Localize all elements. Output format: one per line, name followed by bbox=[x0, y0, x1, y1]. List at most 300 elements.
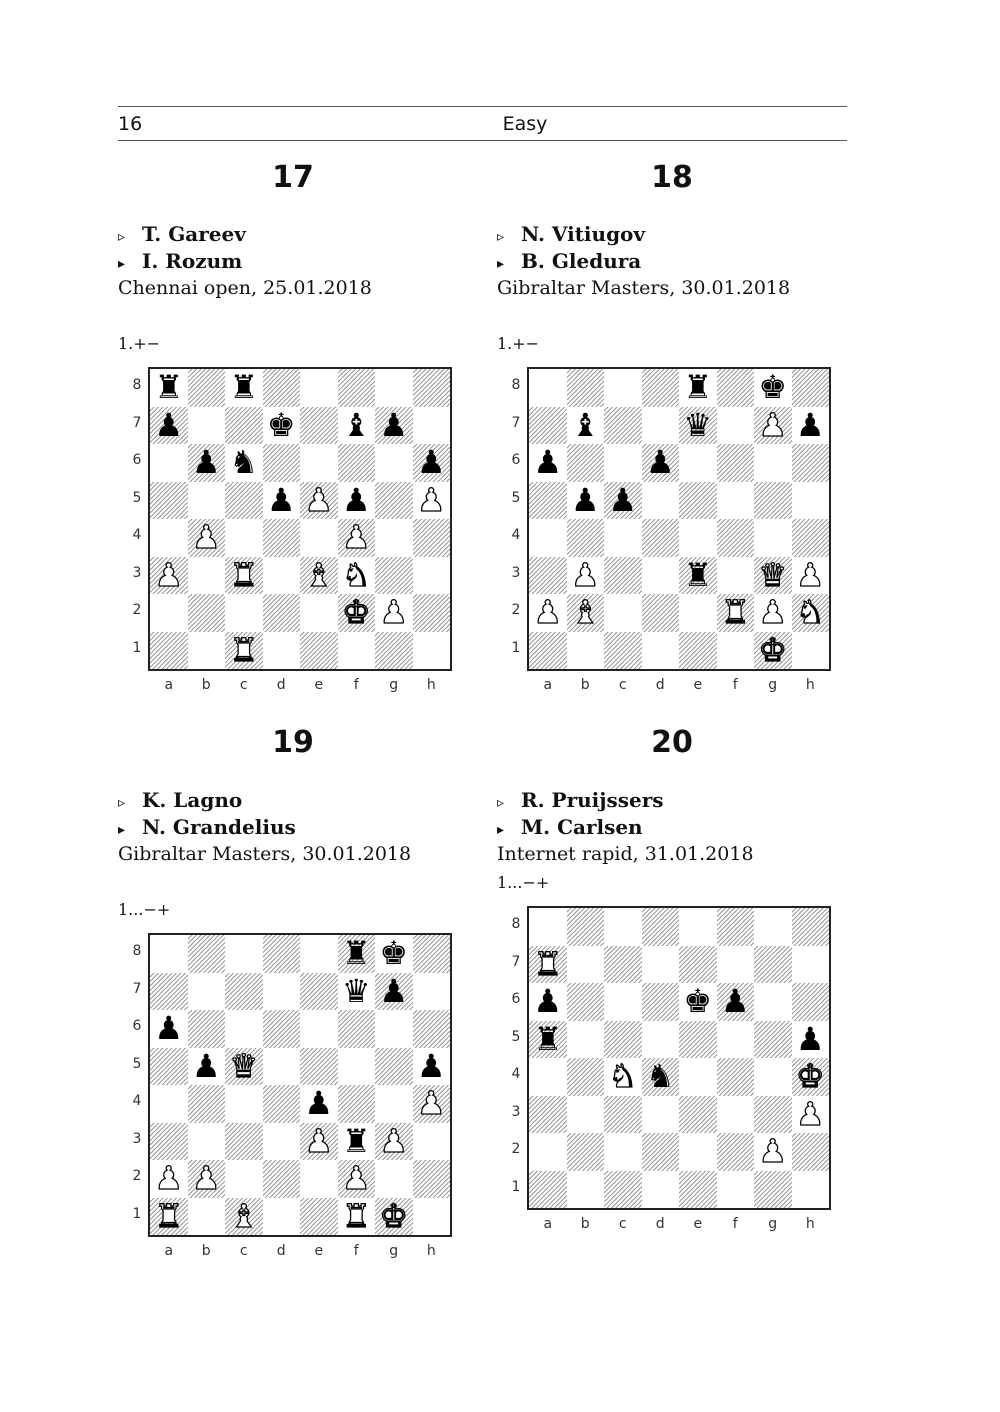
black-pawn-icon: ♟ bbox=[304, 1084, 334, 1122]
white-pawn-icon: ♟ bbox=[191, 518, 221, 556]
board-square-d8 bbox=[263, 369, 301, 407]
board-square-a8 bbox=[529, 369, 567, 407]
white-pawn-icon: ♟ bbox=[795, 1094, 825, 1133]
board-square-c2 bbox=[225, 1160, 263, 1198]
file-label: f bbox=[732, 677, 738, 693]
board-square-g4 bbox=[754, 519, 792, 557]
board-square-h1 bbox=[792, 632, 830, 670]
rank-label: 3 bbox=[511, 1103, 521, 1120]
board-square-e4 bbox=[300, 519, 338, 557]
board-square-a6 bbox=[150, 444, 188, 482]
board-square-d6 bbox=[263, 444, 301, 482]
board-square-a3 bbox=[529, 557, 567, 595]
page-number: 16 bbox=[118, 113, 143, 135]
white-king-icon: ♚ bbox=[341, 593, 371, 631]
board-square-c2 bbox=[225, 594, 263, 632]
board-square-e8 bbox=[679, 908, 717, 946]
board-square-b7 bbox=[188, 973, 226, 1011]
board-square-g5 bbox=[754, 1021, 792, 1059]
header-bottom-rule bbox=[118, 140, 847, 141]
white-pawn-icon: ♟ bbox=[379, 593, 409, 631]
black-player bbox=[497, 249, 641, 273]
board-square-b7 bbox=[567, 946, 605, 984]
board-square-b4 bbox=[567, 519, 605, 557]
file-label: f bbox=[353, 1243, 359, 1259]
board-square-a1 bbox=[150, 632, 188, 670]
board-square-d5 bbox=[642, 482, 680, 520]
board-square-f5 bbox=[717, 482, 755, 520]
rank-label: 7 bbox=[511, 414, 521, 431]
white-to-move-marker: ▹ bbox=[118, 795, 126, 811]
black-pawn-icon: ♟ bbox=[720, 982, 750, 1020]
chess-board bbox=[148, 367, 452, 671]
board-square-c7 bbox=[225, 973, 263, 1011]
white-player-name: T. Gareev bbox=[142, 222, 246, 246]
board-square-h7 bbox=[413, 407, 451, 445]
white-rook-icon: ♜ bbox=[720, 593, 750, 631]
board-square-c7 bbox=[604, 407, 642, 445]
board-square-c6 bbox=[225, 1010, 263, 1048]
white-king-icon: ♚ bbox=[379, 1196, 409, 1235]
file-label: e bbox=[314, 677, 324, 693]
file-label: h bbox=[805, 1216, 815, 1232]
board-square-e7 bbox=[679, 946, 717, 984]
board-square-d7 bbox=[263, 973, 301, 1011]
event-info: Gibraltar Masters, 30.01.2018 bbox=[497, 277, 791, 299]
board-square-e6 bbox=[300, 444, 338, 482]
white-rook-icon: ♜ bbox=[533, 944, 563, 983]
board-square-c4 bbox=[604, 519, 642, 557]
board-square-b7 bbox=[188, 407, 226, 445]
board-square-b8 bbox=[567, 908, 605, 946]
board-square-b4 bbox=[188, 1085, 226, 1123]
board-square-c8 bbox=[225, 935, 263, 973]
board-square-a7 bbox=[150, 973, 188, 1011]
board-square-g4 bbox=[754, 1058, 792, 1096]
board-square-f6 bbox=[717, 444, 755, 482]
rank-label: 2 bbox=[511, 1141, 521, 1157]
board-square-h2 bbox=[413, 1160, 451, 1198]
board-square-h2 bbox=[413, 594, 451, 632]
file-label: g bbox=[389, 677, 399, 693]
board-square-d5 bbox=[263, 1048, 301, 1086]
board-square-h3 bbox=[413, 1123, 451, 1161]
file-label: g bbox=[768, 677, 778, 693]
board-square-b2 bbox=[567, 1133, 605, 1171]
board-square-c3 bbox=[604, 557, 642, 595]
black-queen-icon: ♛ bbox=[341, 971, 371, 1010]
board-square-d4 bbox=[263, 519, 301, 557]
file-label: b bbox=[580, 677, 590, 693]
board-square-a5 bbox=[150, 482, 188, 520]
board-square-d2 bbox=[263, 1160, 301, 1198]
board-square-e4 bbox=[679, 519, 717, 557]
board-square-b2 bbox=[188, 594, 226, 632]
white-pawn-icon: ♟ bbox=[304, 1121, 334, 1160]
black-player bbox=[497, 815, 643, 839]
board-square-h3 bbox=[413, 557, 451, 595]
board-square-g1 bbox=[754, 1171, 792, 1209]
rank-label: 2 bbox=[132, 602, 142, 618]
board-square-h7 bbox=[792, 946, 830, 984]
board-square-a2 bbox=[529, 1133, 567, 1171]
evaluation: 1...−+ bbox=[118, 900, 171, 919]
board-square-d3 bbox=[642, 557, 680, 595]
board-square-e7 bbox=[300, 973, 338, 1011]
white-player bbox=[497, 788, 664, 812]
board-square-c1 bbox=[604, 1171, 642, 1209]
board-square-b4 bbox=[567, 1058, 605, 1096]
board-square-d8 bbox=[642, 369, 680, 407]
black-knight-icon: ♞ bbox=[229, 443, 259, 481]
board-square-e8 bbox=[300, 369, 338, 407]
white-pawn-icon: ♟ bbox=[533, 593, 563, 631]
black-marker: ▸ bbox=[118, 822, 126, 838]
black-rook-icon: ♜ bbox=[683, 555, 713, 594]
black-pawn-icon: ♟ bbox=[645, 443, 675, 481]
board-square-g6 bbox=[754, 444, 792, 482]
rank-label: 7 bbox=[132, 980, 142, 997]
board-square-a3 bbox=[529, 1096, 567, 1134]
file-label: c bbox=[239, 677, 248, 693]
board-square-e5 bbox=[679, 482, 717, 520]
white-pawn-icon: ♟ bbox=[758, 1132, 788, 1170]
white-player-name: R. Pruijssers bbox=[521, 788, 664, 812]
board-square-a8 bbox=[150, 935, 188, 973]
board-square-d2 bbox=[642, 594, 680, 632]
rank-label: 1 bbox=[511, 1178, 521, 1195]
rank-label: 8 bbox=[511, 377, 521, 393]
puzzle-number: 17 bbox=[272, 160, 314, 195]
black-pawn-icon: ♟ bbox=[191, 443, 221, 481]
board-square-a1 bbox=[529, 632, 567, 670]
white-player bbox=[118, 222, 246, 246]
board-square-b3 bbox=[188, 557, 226, 595]
black-rook-icon: ♜ bbox=[683, 368, 713, 406]
board-square-d6 bbox=[642, 983, 680, 1021]
board-square-b5 bbox=[567, 1021, 605, 1059]
board-square-c2 bbox=[604, 1133, 642, 1171]
white-pawn-icon: ♟ bbox=[341, 518, 371, 556]
board-square-b1 bbox=[188, 632, 226, 670]
black-rook-icon: ♜ bbox=[229, 368, 259, 406]
board-square-h2 bbox=[792, 1133, 830, 1171]
white-to-move-marker: ▹ bbox=[497, 795, 505, 811]
rank-label: 5 bbox=[511, 489, 521, 506]
board-square-e6 bbox=[300, 1010, 338, 1048]
black-player bbox=[118, 249, 242, 273]
board-square-b6 bbox=[567, 983, 605, 1021]
black-pawn-icon: ♟ bbox=[379, 405, 409, 444]
puzzle-number: 18 bbox=[651, 160, 693, 195]
white-pawn-icon: ♟ bbox=[758, 405, 788, 444]
file-label: a bbox=[543, 1216, 553, 1232]
black-pawn-icon: ♟ bbox=[341, 480, 371, 519]
chess-board bbox=[148, 933, 452, 1237]
board-square-e5 bbox=[300, 1048, 338, 1086]
board-square-d6 bbox=[263, 1010, 301, 1048]
board-square-f6 bbox=[338, 444, 376, 482]
board-square-h8 bbox=[792, 908, 830, 946]
board-square-g3 bbox=[375, 557, 413, 595]
board-square-c7 bbox=[225, 407, 263, 445]
white-bishop-icon: ♝ bbox=[229, 1196, 259, 1235]
file-label: g bbox=[389, 1243, 399, 1259]
board-square-h6 bbox=[792, 983, 830, 1021]
board-square-d3 bbox=[642, 1096, 680, 1134]
black-player-name: B. Gledura bbox=[521, 249, 642, 273]
white-player-name: K. Lagno bbox=[142, 788, 243, 812]
black-player-name: M. Carlsen bbox=[521, 815, 643, 839]
black-player-name: N. Grandelius bbox=[142, 815, 296, 839]
board-square-d1 bbox=[642, 1171, 680, 1209]
board-square-d4 bbox=[263, 1085, 301, 1123]
board-square-d5 bbox=[642, 1021, 680, 1059]
board-square-b1 bbox=[567, 1171, 605, 1209]
black-queen-icon: ♛ bbox=[683, 405, 713, 444]
board-square-c3 bbox=[225, 1123, 263, 1161]
board-square-f6 bbox=[338, 1010, 376, 1048]
board-square-f5 bbox=[338, 1048, 376, 1086]
board-square-a8 bbox=[529, 908, 567, 946]
board-square-d8 bbox=[263, 935, 301, 973]
board-square-e8 bbox=[300, 935, 338, 973]
rank-label: 1 bbox=[132, 1205, 142, 1222]
board-square-b1 bbox=[188, 1198, 226, 1236]
board-square-a5 bbox=[150, 1048, 188, 1086]
board-square-d1 bbox=[263, 632, 301, 670]
board-square-f7 bbox=[717, 407, 755, 445]
white-queen-icon: ♛ bbox=[229, 1046, 259, 1085]
board-square-c5 bbox=[225, 482, 263, 520]
board-square-b1 bbox=[567, 632, 605, 670]
board-square-d3 bbox=[263, 557, 301, 595]
white-knight-icon: ♞ bbox=[795, 593, 825, 631]
white-knight-icon: ♞ bbox=[608, 1057, 638, 1095]
rank-label: 4 bbox=[132, 1093, 142, 1109]
file-label: e bbox=[314, 1243, 324, 1259]
board-square-g5 bbox=[375, 482, 413, 520]
evaluation: 1...−+ bbox=[497, 873, 550, 892]
board-square-h8 bbox=[792, 369, 830, 407]
board-square-f4 bbox=[717, 1058, 755, 1096]
white-pawn-icon: ♟ bbox=[379, 1121, 409, 1160]
black-king-icon: ♚ bbox=[379, 934, 409, 972]
black-pawn-icon: ♟ bbox=[154, 405, 184, 444]
board-square-a1 bbox=[529, 1171, 567, 1209]
black-pawn-icon: ♟ bbox=[533, 982, 563, 1020]
file-label: d bbox=[276, 1243, 286, 1259]
board-square-e2 bbox=[300, 1160, 338, 1198]
black-rook-icon: ♜ bbox=[154, 368, 184, 406]
board-square-g5 bbox=[375, 1048, 413, 1086]
board-square-e6 bbox=[679, 444, 717, 482]
board-square-g3 bbox=[754, 1096, 792, 1134]
rank-label: 2 bbox=[132, 1168, 142, 1184]
board-square-g6 bbox=[754, 983, 792, 1021]
black-pawn-icon: ♟ bbox=[379, 971, 409, 1010]
board-square-c2 bbox=[604, 594, 642, 632]
board-square-f3 bbox=[717, 557, 755, 595]
board-square-d7 bbox=[642, 407, 680, 445]
board-square-e3 bbox=[679, 1096, 717, 1134]
board-square-e2 bbox=[679, 1133, 717, 1171]
board-square-f7 bbox=[717, 946, 755, 984]
chess-board bbox=[527, 367, 831, 671]
file-label: g bbox=[768, 1216, 778, 1232]
board-square-h8 bbox=[413, 369, 451, 407]
file-label: c bbox=[239, 1243, 248, 1259]
white-player bbox=[118, 788, 242, 812]
board-square-c3 bbox=[604, 1096, 642, 1134]
board-square-b6 bbox=[188, 1010, 226, 1048]
rank-label: 8 bbox=[132, 943, 142, 959]
rank-label: 1 bbox=[511, 639, 521, 656]
white-pawn-icon: ♟ bbox=[416, 1084, 446, 1122]
board-square-d2 bbox=[642, 1133, 680, 1171]
board-square-h6 bbox=[413, 1010, 451, 1048]
black-knight-icon: ♞ bbox=[645, 1057, 675, 1095]
black-pawn-icon: ♟ bbox=[795, 1019, 825, 1058]
board-square-b3 bbox=[567, 1096, 605, 1134]
board-square-a4 bbox=[529, 1058, 567, 1096]
file-label: d bbox=[655, 677, 665, 693]
black-king-icon: ♚ bbox=[266, 405, 296, 444]
file-label: h bbox=[426, 1243, 436, 1259]
white-pawn-icon: ♟ bbox=[191, 1159, 221, 1197]
file-label: b bbox=[201, 1243, 211, 1259]
board-square-g8 bbox=[754, 908, 792, 946]
event-info: Gibraltar Masters, 30.01.2018 bbox=[118, 843, 412, 865]
board-square-e1 bbox=[679, 632, 717, 670]
board-square-h6 bbox=[792, 444, 830, 482]
black-rook-icon: ♜ bbox=[341, 934, 371, 972]
white-pawn-icon: ♟ bbox=[154, 1159, 184, 1197]
white-player-name: N. Vitiugov bbox=[521, 222, 646, 246]
board-square-a3 bbox=[150, 1123, 188, 1161]
black-rook-icon: ♜ bbox=[533, 1019, 563, 1058]
black-pawn-icon: ♟ bbox=[266, 480, 296, 519]
board-square-g4 bbox=[375, 519, 413, 557]
rank-label: 8 bbox=[132, 377, 142, 393]
board-square-a4 bbox=[529, 519, 567, 557]
rank-label: 5 bbox=[511, 1028, 521, 1045]
board-square-g2 bbox=[375, 1160, 413, 1198]
file-label: f bbox=[732, 1216, 738, 1232]
file-label: b bbox=[201, 677, 211, 693]
white-bishop-icon: ♝ bbox=[570, 593, 600, 631]
board-square-c4 bbox=[225, 1085, 263, 1123]
board-square-e4 bbox=[679, 1058, 717, 1096]
event-info: Chennai open, 25.01.2018 bbox=[118, 277, 372, 299]
board-square-b8 bbox=[188, 369, 226, 407]
rank-label: 3 bbox=[132, 564, 142, 581]
rank-label: 2 bbox=[511, 602, 521, 618]
file-label: c bbox=[618, 1216, 627, 1232]
board-square-d1 bbox=[263, 1198, 301, 1236]
white-pawn-icon: ♟ bbox=[570, 555, 600, 594]
rank-label: 4 bbox=[132, 527, 142, 543]
board-square-a2 bbox=[150, 594, 188, 632]
file-label: d bbox=[655, 1216, 665, 1232]
board-square-e5 bbox=[679, 1021, 717, 1059]
rank-label: 7 bbox=[132, 414, 142, 431]
black-pawn-icon: ♟ bbox=[533, 443, 563, 481]
board-square-g8 bbox=[375, 369, 413, 407]
black-pawn-icon: ♟ bbox=[795, 405, 825, 444]
rank-label: 6 bbox=[511, 991, 521, 1007]
board-square-d7 bbox=[642, 946, 680, 984]
black-rook-icon: ♜ bbox=[341, 1121, 371, 1160]
board-square-h4 bbox=[792, 519, 830, 557]
board-square-g1 bbox=[375, 632, 413, 670]
board-square-a4 bbox=[150, 519, 188, 557]
board-square-e2 bbox=[300, 594, 338, 632]
black-pawn-icon: ♟ bbox=[570, 480, 600, 519]
board-square-e1 bbox=[300, 1198, 338, 1236]
file-label: a bbox=[164, 1243, 174, 1259]
rank-label: 6 bbox=[511, 452, 521, 468]
board-square-g6 bbox=[375, 1010, 413, 1048]
board-square-h1 bbox=[413, 1198, 451, 1236]
board-square-c8 bbox=[604, 369, 642, 407]
board-square-h8 bbox=[413, 935, 451, 973]
board-square-g7 bbox=[754, 946, 792, 984]
board-square-f5 bbox=[717, 1021, 755, 1059]
board-square-f2 bbox=[717, 1133, 755, 1171]
black-pawn-icon: ♟ bbox=[191, 1046, 221, 1085]
white-king-icon: ♚ bbox=[795, 1057, 825, 1095]
rank-label: 8 bbox=[511, 916, 521, 932]
board-square-f8 bbox=[717, 908, 755, 946]
black-king-icon: ♚ bbox=[683, 982, 713, 1020]
board-square-e2 bbox=[679, 594, 717, 632]
black-marker: ▸ bbox=[497, 822, 505, 838]
rank-label: 6 bbox=[132, 1018, 142, 1034]
black-pawn-icon: ♟ bbox=[416, 443, 446, 481]
board-square-g5 bbox=[754, 482, 792, 520]
board-square-e7 bbox=[300, 407, 338, 445]
white-player bbox=[497, 222, 645, 246]
white-rook-icon: ♜ bbox=[229, 630, 259, 669]
board-square-e1 bbox=[300, 632, 338, 670]
file-label: d bbox=[276, 677, 286, 693]
board-square-f4 bbox=[717, 519, 755, 557]
board-square-b6 bbox=[567, 444, 605, 482]
file-label: e bbox=[693, 677, 703, 693]
black-marker: ▸ bbox=[118, 256, 126, 272]
file-label: h bbox=[805, 677, 815, 693]
black-player bbox=[118, 815, 296, 839]
rank-label: 4 bbox=[511, 1066, 521, 1082]
black-bishop-icon: ♝ bbox=[570, 405, 600, 444]
white-knight-icon: ♞ bbox=[341, 555, 371, 594]
section-title: Easy bbox=[502, 113, 548, 135]
rank-label: 3 bbox=[511, 564, 521, 581]
board-square-h4 bbox=[413, 519, 451, 557]
puzzle-number: 20 bbox=[651, 725, 693, 760]
board-square-e1 bbox=[679, 1171, 717, 1209]
black-pawn-icon: ♟ bbox=[608, 480, 638, 519]
board-square-c6 bbox=[604, 983, 642, 1021]
evaluation: 1.+− bbox=[497, 334, 540, 353]
board-square-c5 bbox=[604, 1021, 642, 1059]
evaluation: 1.+− bbox=[118, 334, 161, 353]
file-label: b bbox=[580, 1216, 590, 1232]
board-square-b8 bbox=[567, 369, 605, 407]
white-pawn-icon: ♟ bbox=[795, 555, 825, 594]
rank-label: 6 bbox=[132, 452, 142, 468]
